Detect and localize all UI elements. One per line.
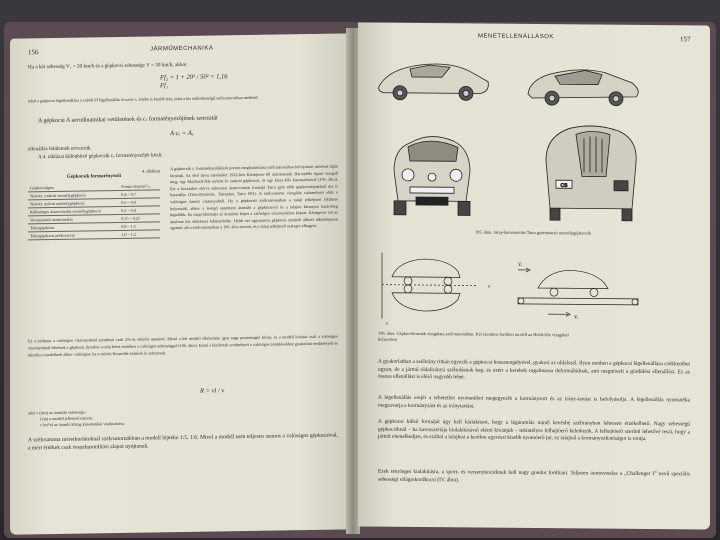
paragraph: tehát a gépkocsi légellenállása a valódi Ff légellenállás és szeri cᵥ értéke is kisebb lesz, mint a kis szélsebességű szélcsatornában mérhető. [28,94,259,104]
license-plate-text: M-47319 [422,199,442,206]
note-line: l (m) a modell jellemző mérete; [40,415,93,422]
column-header: Forma-tényező cᵥ [119,182,160,190]
form-factor-cell: 0,2 – 0,4 [119,206,160,215]
right-page [358,22,710,529]
figure-caption: 195. ábra. Járay-karosszériás Tatra gyártmányú személygépkocsik [474,229,592,236]
equation-denominator: Ff₁ [160,82,169,90]
car-front-view-illustration [394,136,470,215]
figure-label: Vₓ [574,315,579,321]
equation: R = vl / ν [200,387,225,395]
figure-label: v [488,284,491,290]
figure-label: Vᵥ [518,262,523,268]
table-label: 4. táblázat [141,168,160,174]
notes-list [28,406,328,429]
paragraph: A gépkocsi külső formáját úgy kell kialakítani, hogy a légáramlás minél kevésbé szélirányban lehessen érzékelhető. Nagy sebességű gépkocsiknál – ha karosszériája kialakításával elérni kívánjuk – tekintélyes felhajtóerő keletkezik. A felhajtóerő szerinti lehetővé teszi, hogy a jármű elemelkedjen, és ezáltal a talajhoz a kerékre egyrészt kisebb nyomóerő jut, ez talajnál a kormányozhatóságot is rontja. [378,418,690,443]
note-line: ν (m²/s) az áramló közeg kinematikai viszkozitása. [40,420,125,428]
form-factor-cell: 0,15 – 0,25 [119,214,160,223]
car-side-view-illustration [528,69,638,106]
paragraph: A szélcsatorna méretkorlátoknál szélcsatornákban a modell léptéke 1:5, 1:6. Mivel a modell nem teljesen azonos a valóságos gépkocsival, a mért értékek csak összehasonlítási alapot nyújtanak. [28,432,338,452]
table-block [28,168,160,240]
vehicle-type-cell: Tehergépkocsi pótkocsival [28,230,119,239]
paragraph: A légellenállás erejét a tehetetlen nyomatékot megegyezik a kormányzott és az irány-tartást is befolyásolja. A légellenállás nyomatéka megzavarja a kormányzást és az iránytartást. [378,394,690,410]
car-rear-view-illustration [546,126,636,221]
paragraph: Ez a módszer a valóságos viszonyoknál szembeni csak 2%-os eltérést mutatott. Mivel a két modell elkészítése igen nagy pontosságot kíván, és a modell leírásai csak a valóságos viszonyoknál lehetnek a gépkocsi ilyenkor a talaj felett esetében a valóságos sebességgel (196. ábra). Ezzel a kísérletek eredményét a valóságos áramlásokhoz gyakorlati eredmények és minden a modellnek akkor valóságos, ha a mérési Reynolds-számok és arányosak. [28,333,338,357]
page-number: 156 [28,48,39,57]
form-factor-cell: 0,4 – 0,7 [119,190,160,199]
table-row [28,230,160,240]
running-header: JÁRMŰMECHANIKA [150,45,214,53]
note-line: ahol v (m/s) az áramlás sebessége; [28,409,86,416]
form-factor-cell: 1,0 – 1,2 [119,230,160,239]
paragraph: Ezek tényleges kialakításra, a sport- és versenykocsiknak kell nagy gondot fordítani. Teljesen áramvonalas a „Challenger I” nevű speciális sebességi világrekordkocsi (IV. ábra). [378,468,690,483]
running-header: MENETELLENÁLLÁSOK [478,33,554,41]
license-plate-text: CS [560,182,568,189]
paragraph: A 4. táblázat különböző gépkocsik cᵥ formatényezőjét közli. [38,152,163,161]
vehicle-type-cell: Nyitott, csukott személygépkocsi [28,190,119,199]
vehicle-type-cell: Nyitott, nyitott személygépkocsi [28,198,119,207]
figure-196 [378,241,668,330]
equation: A·cᵥ = Aᵥ [170,129,194,138]
figure-label: v [386,321,389,327]
vehicle-type-cell: Versenyautó áramvonalas [28,214,119,223]
data-table [28,182,160,240]
figure-caption: 196. ábra. Gépkocsiformák vizsgálata szélcsatornában. Két szemben fordított modell az Heldt-féle vizsgálati helyzetben [378,330,569,342]
form-factor-cell: 0,8 – 1,5 [119,222,160,231]
car-side-view-illustration [379,64,489,101]
paragraph: A gyakorlatban a szélirány ritkán egyezik a gépkocsi hossztengelyével, gyakori az oldalszél. Ilyen esetben a gépkocsi légellenállása csökkenthet ugyan, de a jármű oldalirányú széltolásnak kap, és ezért a kerekek rugalmassa deformálódnak, ami megnöveli a gördülési ellenállást. Ez az összes ellenállást is elérő nagyobb lehet. [378,358,690,381]
form-factor-cell: 0,6 – 0,9 [119,198,160,207]
table-title: Gépkocsik formatényezői [66,173,122,180]
vehicle-type-cell: Különleges áramvonalas személygépkocsi [28,206,119,215]
equation: Ff₂ = 1 + 20² / 50² = 1,16 [160,73,228,82]
figure-195 [370,51,700,230]
paragraph: Ha a két sebesség V₁ = 20 km/h és a gépkocsi sebessége V = 50 km/h, akkor [28,61,187,71]
paragraph-column: A gépkocsik cᵥ formatényezőjének pontos meghatározása szélcsatornában lefolytatott mérések útján történik. Az első ilyen méréseket 1922-ben Klemperer-től származnak. Háromféle típust vizsgált meg, egy Maybach-féle nyitott és csukott gépkocsit, és egy Járay-féle karosszériával (195. ábra). Ezt a korszakot elérve sikeresen áramvonalas formájú Tatra gyár több gépkocsitípusánál ma is használja (Tatra-Dynamic, Tatraplan, Tatra 603). A szélcsatorna vizsgálat valamelyest eltér a valóságos üzemi viszonyoktól. Ha a gépkocsit szélcsatornában a talajt jelképező felületre helyezzük, akkor a levegő szembeni áramlás a gépkocsival és a talajon bizonyos határréteg képződik. Ez megváltoztatja az áramlási képet a valóságos viszonyokhoz képest. Klemperer ezt az ártalmat kis eltéréssel kiküszöbölte. Heldt ezt ugyanazon gépkocsi modellt állított tükörképesen egymás alá a szélcsatornában a 196. ábra szerint, és a talajt jelképező szalagot elhagyta. [170,163,338,231]
paragraph: ellenállás felületnek nevezzük. [28,145,92,153]
column-header: Gépkocsitípus [28,183,119,192]
vehicle-type-cell: Tehergépkocsi [28,222,119,231]
page-number: 157 [680,35,691,44]
paragraph: A gépkocsi A aerodinamikai vetületének és cᵥ formatényezőjének szorzatát [38,115,218,125]
left-page [10,33,350,534]
